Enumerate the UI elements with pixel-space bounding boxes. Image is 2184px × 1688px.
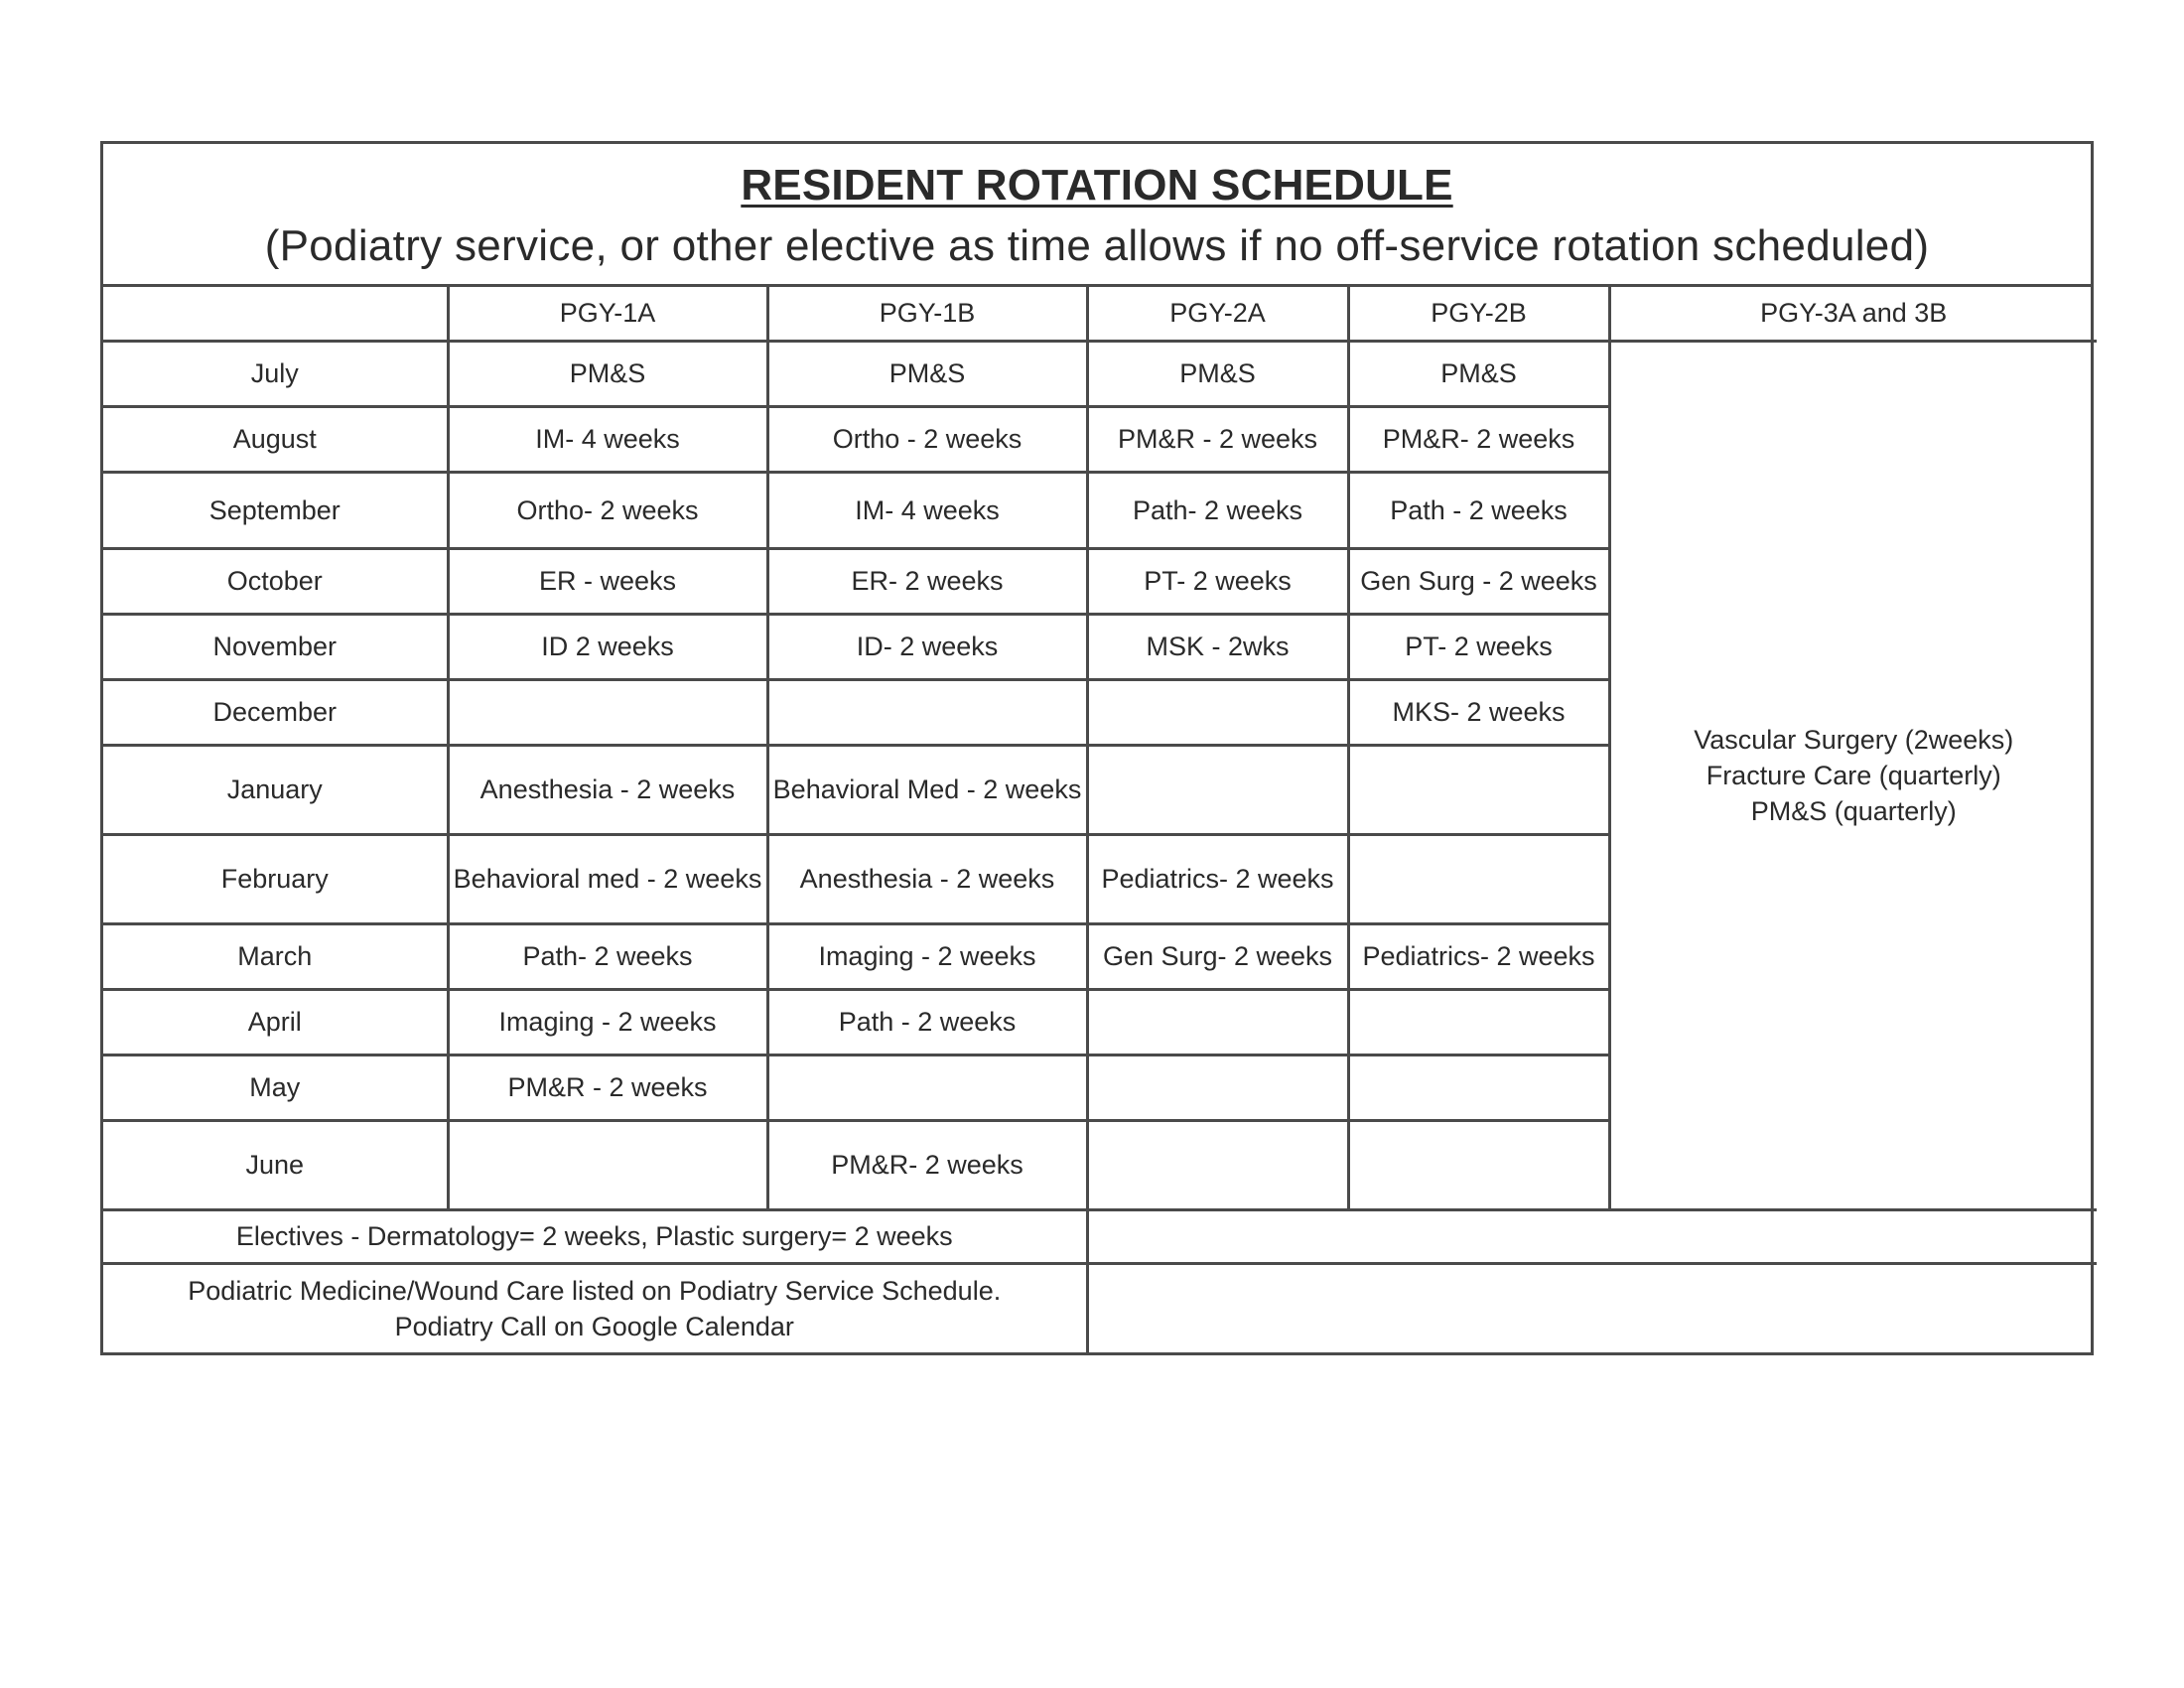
pgy1a-cell: ER - weeks: [448, 548, 767, 614]
pgy1b-cell: [767, 679, 1087, 745]
pgy2a-cell: MSK - 2wks: [1087, 614, 1348, 679]
pgy1b-cell: Path - 2 weeks: [767, 989, 1087, 1055]
month-cell: November: [103, 614, 448, 679]
title-block: [103, 144, 2091, 287]
pgy1a-cell: IM- 4 weeks: [448, 406, 767, 472]
pgy2b-cell: [1348, 745, 1609, 834]
pgy2b-cell: [1348, 989, 1609, 1055]
pgy2b-cell: [1348, 834, 1609, 923]
month-cell: March: [103, 923, 448, 989]
electives-note: Electives - Dermatology= 2 weeks, Plastic surgery= 2 weeks: [103, 1209, 1087, 1263]
electives-row: [103, 1209, 2097, 1263]
pgy2b-cell: [1348, 1120, 1609, 1209]
month-cell: April: [103, 989, 448, 1055]
pgy1b-cell: ER- 2 weeks: [767, 548, 1087, 614]
pgy3-rotations-cell: [1609, 341, 2097, 1209]
pgy2a-cell: [1087, 1120, 1348, 1209]
pgy1a-cell: Path- 2 weeks: [448, 923, 767, 989]
electives-blank-cell: [1087, 1209, 2097, 1263]
pgy2a-cell: Pediatrics- 2 weeks: [1087, 834, 1348, 923]
rotation-schedule-document: [100, 141, 2094, 1355]
pgy1b-cell: PM&S: [767, 341, 1087, 406]
pgy2a-cell: [1087, 1055, 1348, 1120]
pgy3-rotation-line: Vascular Surgery (2weeks): [1694, 724, 2014, 755]
rotation-table: [103, 287, 2097, 1352]
pgy1a-cell: Behavioral med - 2 weeks: [448, 834, 767, 923]
pgy1a-cell: [448, 1120, 767, 1209]
column-header-pgy1a: PGY-1A: [448, 287, 767, 341]
month-cell: July: [103, 341, 448, 406]
podiatry-note: [103, 1263, 1087, 1352]
column-header-pgy1b: PGY-1B: [767, 287, 1087, 341]
podiatry-note-line: Podiatry Call on Google Calendar: [394, 1311, 794, 1341]
pgy2a-cell: [1087, 989, 1348, 1055]
pgy1a-cell: [448, 679, 767, 745]
page-subtitle: (Podiatry service, or other elective as time allows if no off-service rotation scheduled): [264, 221, 1930, 270]
pgy2b-cell: PM&S: [1348, 341, 1609, 406]
podiatry-blank-cell: [1087, 1263, 2097, 1352]
pgy3-rotation-line: PM&S (quarterly): [1750, 795, 1957, 826]
podiatry-note-line: Podiatric Medicine/Wound Care listed on Podiatry Service Schedule.: [188, 1275, 1002, 1306]
column-header-pgy2b: PGY-2B: [1348, 287, 1609, 341]
column-header-month: [103, 287, 448, 341]
pgy2a-cell: Gen Surg- 2 weeks: [1087, 923, 1348, 989]
pgy2b-cell: PM&R- 2 weeks: [1348, 406, 1609, 472]
pgy2a-cell: PM&S: [1087, 341, 1348, 406]
pgy2b-cell: [1348, 1055, 1609, 1120]
pgy1b-cell: IM- 4 weeks: [767, 472, 1087, 548]
pgy2b-cell: Path - 2 weeks: [1348, 472, 1609, 548]
pgy1b-cell: ID- 2 weeks: [767, 614, 1087, 679]
pgy2a-cell: Path- 2 weeks: [1087, 472, 1348, 548]
pgy1a-cell: PM&R - 2 weeks: [448, 1055, 767, 1120]
pgy1a-cell: Anesthesia - 2 weeks: [448, 745, 767, 834]
pgy2a-cell: [1087, 745, 1348, 834]
pgy1b-cell: Imaging - 2 weeks: [767, 923, 1087, 989]
month-cell: September: [103, 472, 448, 548]
pgy1b-cell: PM&R- 2 weeks: [767, 1120, 1087, 1209]
month-cell: August: [103, 406, 448, 472]
month-cell: January: [103, 745, 448, 834]
pgy2b-cell: PT- 2 weeks: [1348, 614, 1609, 679]
column-header-pgy3: PGY-3A and 3B: [1609, 287, 2097, 341]
month-cell: October: [103, 548, 448, 614]
pgy2b-cell: Pediatrics- 2 weeks: [1348, 923, 1609, 989]
pgy2a-cell: [1087, 679, 1348, 745]
month-cell: December: [103, 679, 448, 745]
pgy1a-cell: ID 2 weeks: [448, 614, 767, 679]
month-cell: May: [103, 1055, 448, 1120]
pgy1a-cell: PM&S: [448, 341, 767, 406]
table-header-row: [103, 287, 2097, 341]
pgy2a-cell: PT- 2 weeks: [1087, 548, 1348, 614]
pgy2b-cell: MKS- 2 weeks: [1348, 679, 1609, 745]
pgy1b-cell: Anesthesia - 2 weeks: [767, 834, 1087, 923]
column-header-pgy2a: PGY-2A: [1087, 287, 1348, 341]
pgy3-rotation-line: Fracture Care (quarterly): [1706, 760, 2001, 790]
pgy1b-cell: Behavioral Med - 2 weeks: [767, 745, 1087, 834]
pgy1b-cell: [767, 1055, 1087, 1120]
page-title: RESIDENT ROTATION SCHEDULE: [741, 161, 1453, 210]
table-row: [103, 341, 2097, 406]
pgy1a-cell: Ortho- 2 weeks: [448, 472, 767, 548]
month-cell: June: [103, 1120, 448, 1209]
pgy2b-cell: Gen Surg - 2 weeks: [1348, 548, 1609, 614]
pgy1b-cell: Ortho - 2 weeks: [767, 406, 1087, 472]
month-cell: February: [103, 834, 448, 923]
podiatry-note-row: [103, 1263, 2097, 1352]
pgy1a-cell: Imaging - 2 weeks: [448, 989, 767, 1055]
pgy2a-cell: PM&R - 2 weeks: [1087, 406, 1348, 472]
